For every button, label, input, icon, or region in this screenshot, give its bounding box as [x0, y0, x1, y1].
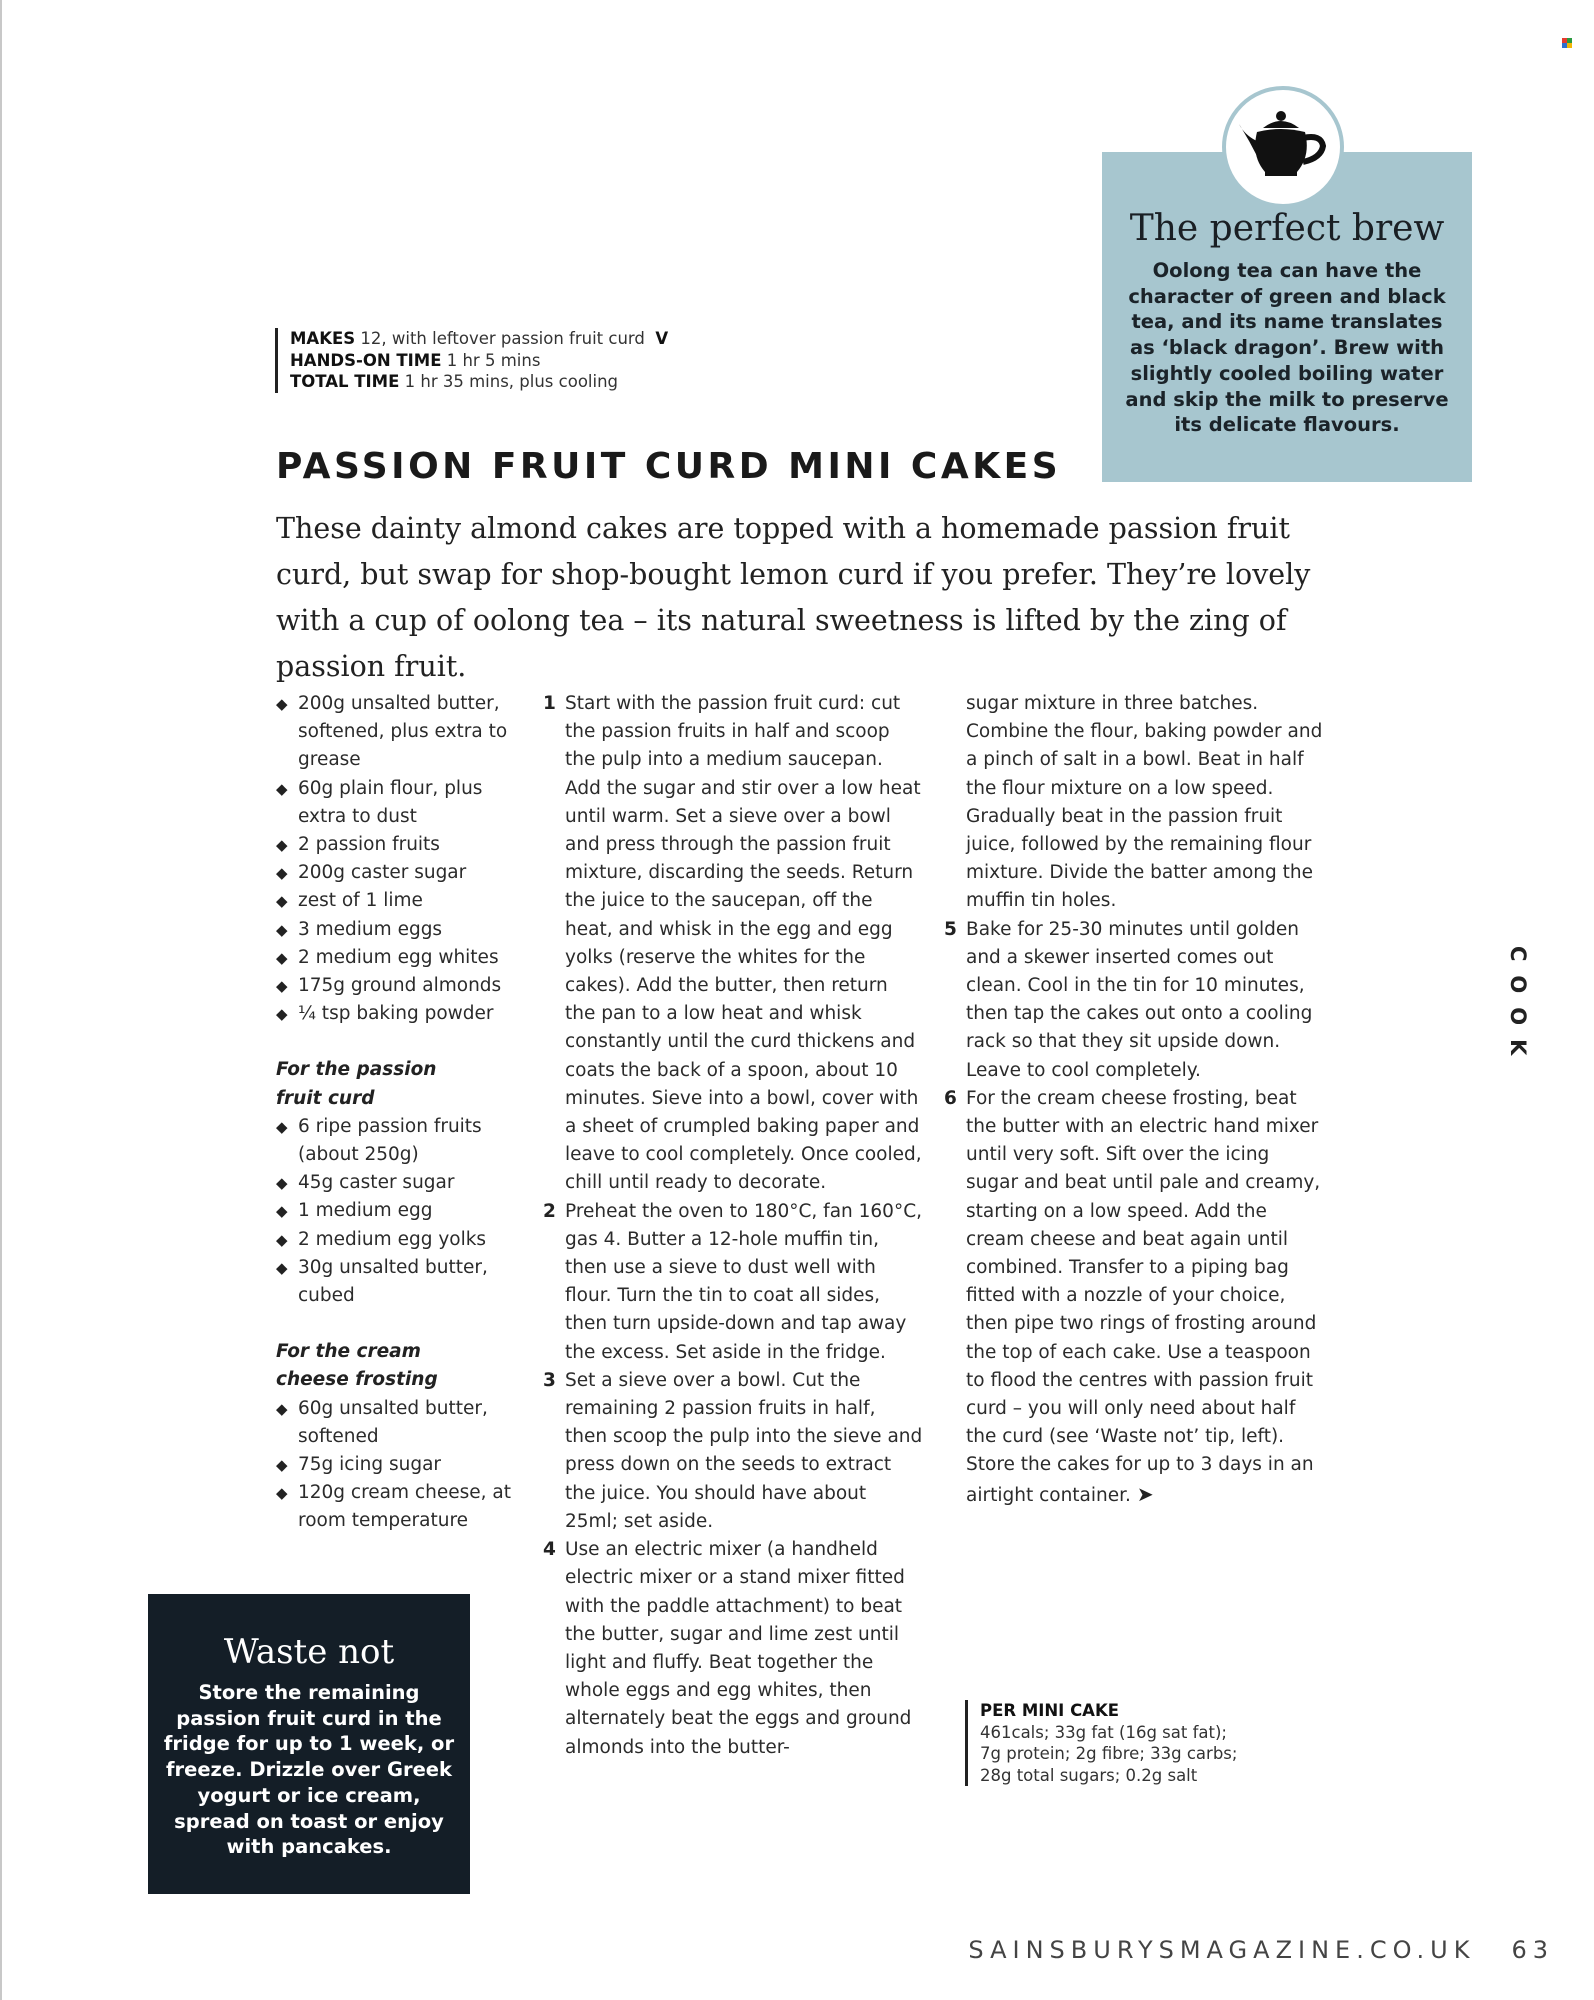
recipe-title: PASSION FRUIT CURD MINI CAKES: [276, 446, 1062, 487]
ingredient-item: ◆ 3 medium eggs: [276, 916, 526, 944]
teapot-icon: [1237, 106, 1329, 186]
method-step: [543, 1367, 923, 1536]
method-list-continued: [944, 916, 1324, 1510]
ingredient-item: ◆ 1 medium egg: [276, 1197, 526, 1225]
step-text: Start with the passion fruit curd: cut the passion fruits in half and scoop the pulp into a medium saucepan. Add the sugar and stir over a low heat until warm. Set a sieve over a bowl and press through the passion fruit mixture, discarding the seeds. Return the juice to the saucepan, off the heat, and whisk in the egg and egg yolks (reserve the whites for the cakes). Add the butter, then return the pan to a low heat and whisk constantly until the curd thickens and coats the back of a spoon, about 10 minutes. Sieve into a bowl, cover with a sheet of crumpled baking paper and leave to cool completely. Once cooled, chill until ready to decorate.: [565, 693, 922, 1194]
makes-label: MAKES: [290, 329, 356, 348]
teapot-badge: [1222, 86, 1344, 208]
ingredient-item: ◆ zest of 1 lime: [276, 887, 526, 915]
section-tab-cook: COOK: [1506, 946, 1530, 1070]
tea-box-title: The perfect brew: [1129, 208, 1445, 249]
recipe-meta: [275, 328, 668, 393]
frosting-heading: For the cream cheese frosting: [276, 1341, 438, 1391]
ingredient-item: ◆ 2 medium egg yolks: [276, 1226, 526, 1254]
ingredient-item: ◆ 75g icing sugar: [276, 1451, 526, 1479]
total-time-line: [290, 371, 668, 393]
waste-not-title: Waste not: [223, 1632, 395, 1672]
method-step: [543, 690, 923, 1198]
step-text: Set a sieve over a bowl. Cut the remaining 2 passion fruits in half, then scoop the pulp into the sieve and press down on the seeds to extract the juice. You should have about 25ml; set aside.: [565, 1369, 923, 1532]
ingredient-item: ◆ 60g plain flour, plus extra to dust: [276, 775, 526, 831]
ingredient-item: ◆ 60g unsalted butter, softened: [276, 1395, 526, 1451]
step-text: Bake for 25-30 minutes until golden and a skewer inserted comes out clean. Cool in the tin for 10 minutes, then tap the cakes out onto a cooling rack so that they sit upside down. Leave to cool completely.: [966, 918, 1313, 1081]
makes-value: 12, with leftover passion fruit curd: [360, 329, 645, 348]
step-text: Use an electric mixer (a handheld electric mixer or a stand mixer fitted with the paddle attachment) to beat the butter, sugar and lime zest until light and fluffy. Beat together the whole eggs and egg whites, then alternately beat the eggs and ground almonds into the butter-: [565, 1539, 912, 1758]
page-edge: [0, 0, 2, 2000]
step-4-continued: sugar mixture in three batches. Combine the flour, baking powder and a pinch of salt in a bowl. Beat in half the flour mixture on a low speed. Gradually beat in the passion fruit juice, followed by the remaining flour mixture. Divide the batter among the muffin tin holes.: [966, 693, 1323, 912]
recipe-intro: These dainty almond cakes are topped with a homemade passion fruit curd, but swap for shop-bought lemon curd if you prefer. They’re lovely with a cup of oolong tea – its natural sweetness is lifted by the zing of passion fruit.: [276, 512, 1311, 683]
nutrition-line: 7g protein; 2g fibre; 33g carbs;: [980, 1744, 1238, 1763]
method-column-1: [543, 690, 923, 1762]
method-step: [543, 1536, 923, 1762]
method-step: [543, 1198, 923, 1367]
ingredient-item: ◆ 6 ripe passion fruits (about 250g): [276, 1113, 526, 1169]
total-time-value: 1 hr 35 mins, plus cooling: [404, 372, 619, 391]
step-number: 2: [543, 1200, 556, 1222]
ingredient-item: ◆ 30g unsalted butter, cubed: [276, 1254, 526, 1310]
ingredient-item: ◆ 45g caster sugar: [276, 1169, 526, 1197]
waste-not-body: Store the remaining passion fruit curd in the fridge for up to 1 week, or freeze. Drizzle over Greek yogurt or ice cream, spread on toast or enjoy with pancakes.: [163, 1681, 455, 1859]
footer-site: SAINSBURYSMAGAZINE.CO.UK: [968, 1936, 1476, 1964]
curd-ingredients-list: [276, 1113, 526, 1310]
method-list: [543, 690, 923, 1762]
method-step: [944, 916, 1324, 1085]
hands-on-label: HANDS-ON TIME: [290, 350, 442, 370]
ingredient-item: ◆ ¼ tsp baking powder: [276, 1000, 526, 1028]
step-number: 5: [944, 918, 957, 940]
ingredient-item: ◆ 175g ground almonds: [276, 972, 526, 1000]
ingredient-item: ◆ 200g caster sugar: [276, 859, 526, 887]
makes-line: [290, 328, 668, 350]
step-text: For the cream cheese frosting, beat the butter with an electric hand mixer until very soft. Sift over the icing sugar and beat until pale and creamy, starting on a low speed. Add the cream cheese and beat again until combined. Transfer to a piping bag fitted with a nozzle of your choice, then pipe two rings of frosting around the top of each cake. Use a teaspoon to flood the centres with passion fruit curd – you will only need about half the curd (see ‘Waste not’ tip, left). Store the cakes for up to 3 days in an airtight container.: [966, 1087, 1321, 1506]
ingredient-item: ◆ 2 medium egg whites: [276, 944, 526, 972]
page-number: 63: [1511, 1936, 1554, 1964]
ingredients-main-list: [276, 690, 526, 1028]
method-step: [944, 1085, 1324, 1510]
curd-heading: For the passion fruit curd: [276, 1059, 437, 1109]
ingredient-item: ◆ 2 passion fruits: [276, 831, 526, 859]
frosting-ingredients-list: [276, 1395, 526, 1536]
tea-box-body: Oolong tea can have the character of green and black tea, and its name translates as ‘black dragon’. Brew with slightly cooled boiling water and skip the milk to preserve its delicate flavours.: [1125, 259, 1449, 437]
ingredients-column: [276, 690, 526, 1536]
nutrition-info: [965, 1700, 1290, 1786]
page-footer: [968, 1936, 1554, 1964]
step-number: 3: [543, 1369, 556, 1391]
step-number: 4: [543, 1539, 556, 1561]
total-time-label: TOTAL TIME: [290, 372, 400, 391]
method-column-2: [944, 690, 1324, 1510]
color-mark-icon: [1562, 38, 1572, 48]
ingredient-item: ◆ 200g unsalted butter, softened, plus extra to grease: [276, 690, 526, 775]
step-number: 6: [944, 1087, 957, 1109]
step-number: 1: [543, 693, 556, 714]
nutrition-line: 28g total sugars; 0.2g salt: [980, 1765, 1198, 1785]
hands-on-value: 1 hr 5 mins: [446, 350, 541, 370]
hands-on-line: [290, 350, 668, 372]
nutrition-heading: PER MINI CAKE: [980, 1701, 1120, 1720]
vegetarian-mark: V: [655, 329, 669, 348]
ingredient-item: ◆ 120g cream cheese, at room temperature: [276, 1479, 526, 1535]
end-arrow-icon: ➤: [1136, 1481, 1154, 1506]
step-text: Preheat the oven to 180°C, fan 160°C, gas 4. Butter a 12-hole muffin tin, then use a sieve to dust well with flour. Turn the tin to coat all sides, then turn upside-down and tap away the excess. Set aside in the fridge.: [565, 1200, 922, 1363]
nutrition-line: 461cals; 33g fat (16g sat fat);: [980, 1722, 1227, 1742]
